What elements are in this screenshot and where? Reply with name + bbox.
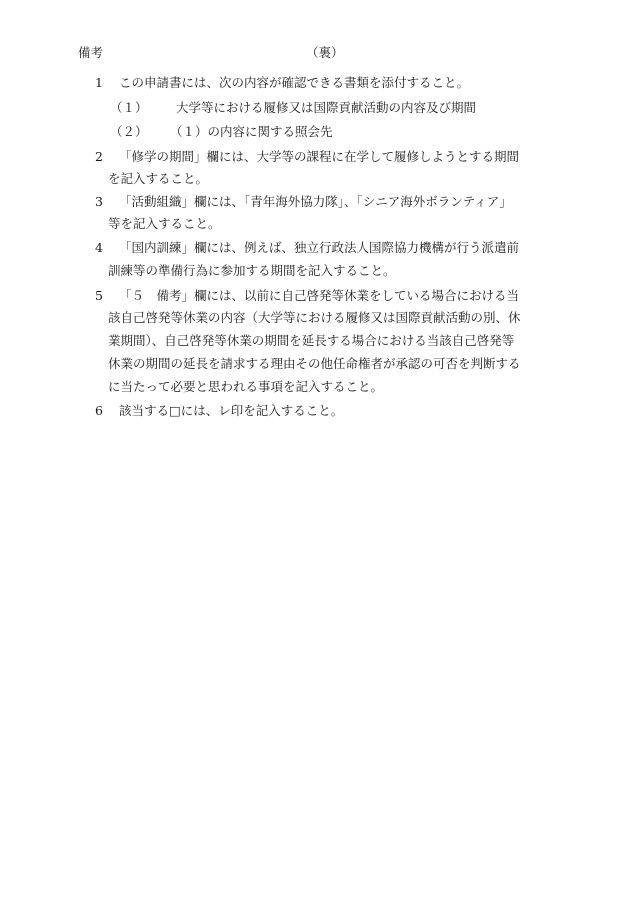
item-text-line: を記入すること。 (108, 171, 209, 186)
item-text-line: 訓練等の準備行為に参加する期間を記入すること。 (108, 263, 396, 278)
item-text-line: この申請書には、次の内容が確認できる書類を添付すること。 (119, 75, 470, 90)
item-text-line: 等を記入すること。 (108, 216, 221, 231)
subitem-number: （２） (110, 124, 148, 139)
subitem-text: （１）の内容に関する照会先 (170, 124, 333, 139)
item-text-line: 「国内訓練」欄には、例えば、独立行政法人国際協力機構が行う派遣前 (119, 240, 520, 255)
item-number: 2 (95, 149, 103, 164)
item-text-line: 該自己啓発等休業の内容（大学等における履修又は国際貢献活動の別、休 (108, 310, 521, 325)
subitem-text: 大学等における履修又は国際貢献活動の内容及び期間 (176, 100, 477, 115)
subitem-number: （１） (110, 100, 148, 115)
item-text-line: 「活動組織」欄には、「青年海外協力隊」、「シニア海外ボランティア」 (119, 194, 512, 209)
item-text-line: 「修学の期間」欄には、大学等の課程に在学して履修しようとする期間 (119, 149, 520, 164)
item-number: 4 (95, 240, 103, 255)
item-number: 1 (95, 75, 103, 90)
item-text-line: 「５ 備考」欄には、以前に自己啓発等休業をしている場合における当 (119, 288, 520, 303)
remarks-heading: 備考 (78, 45, 104, 60)
item-text-line: 休業の期間の延長を請求する理由その他任命権者が承認の可否を判断する (108, 356, 521, 371)
item-text-line: 業期間）、自己啓発等休業の期間を延長する場合における当該自己啓発等 (108, 333, 515, 348)
item-number: 6 (95, 403, 103, 418)
item-text-line: 該当する□には、レ印を記入すること。 (119, 403, 344, 418)
reverse-side-label: （裏） (306, 45, 344, 60)
item-number: 3 (95, 194, 103, 209)
item-text-line: に当たって必要と思われる事項を記入すること。 (108, 379, 384, 394)
item-number: 5 (95, 288, 103, 303)
